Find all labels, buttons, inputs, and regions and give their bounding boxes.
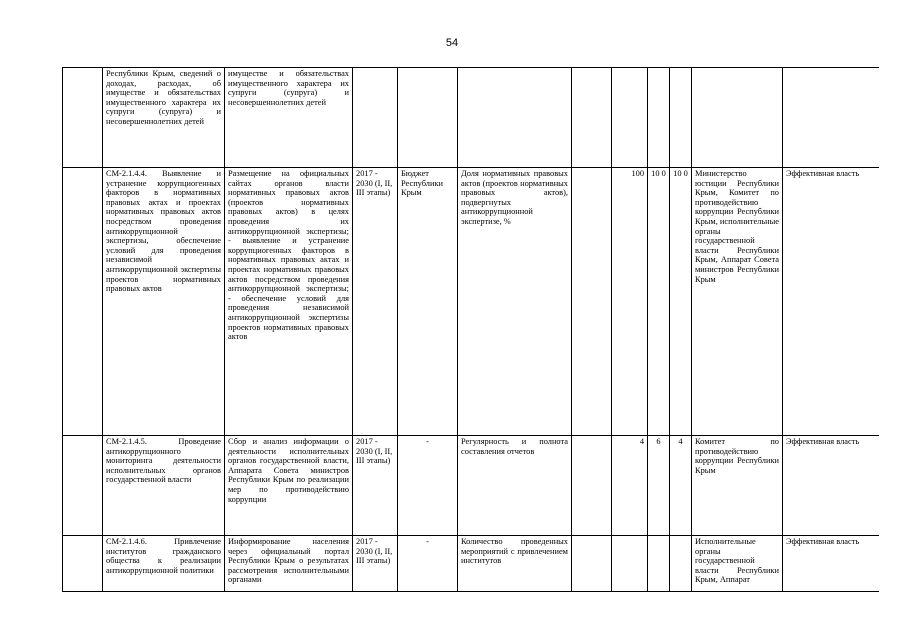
- measure-cell: СМ-2.1.4.6. Привлечение институтов гражданского общества к реализации антикоррупционной политики: [103, 536, 225, 592]
- measures-table-wrapper: [62, 67, 879, 592]
- code-cell: [63, 68, 103, 168]
- indicator-cell: Количество проведенных мероприятий с привлечением институтов: [458, 536, 572, 592]
- executor-cell: Комитет по противодействию коррупции Республики Крым: [692, 436, 783, 536]
- value-3-cell: [670, 68, 692, 168]
- content-cell: Сбор и анализ информации о деятельности исполнительных органов государственной власти, Аппарата Совета министров Республики Крым по реализации мер по противодействию коррупции: [225, 436, 353, 536]
- code-cell: [63, 168, 103, 436]
- direction-cell: [783, 68, 880, 168]
- table-row: [63, 68, 880, 168]
- measure-cell: СМ-2.1.4.5. Проведение антикоррупционного мониторинга деятельности исполнительных органов государственной власти: [103, 436, 225, 536]
- funding-cell: [398, 68, 458, 168]
- executor-cell: Министерство юстиции Республики Крым, Комитет по противодействию коррупции Республики Крым, исполнительные органы государственной власти Республики Крым, Аппарат Совета министров Республики Крым: [692, 168, 783, 436]
- period-cell: 2017 - 2030 (I, II, III этапы): [353, 168, 398, 436]
- direction-cell: Эффективная власть: [783, 436, 880, 536]
- table-row: [63, 536, 880, 592]
- value-1-cell: 100: [612, 168, 648, 436]
- value-3-cell: 4: [670, 436, 692, 536]
- blank-cell: [572, 436, 612, 536]
- value-3-cell: 10 0: [670, 168, 692, 436]
- period-cell: 2017 - 2030 (I, II, III этапы): [353, 436, 398, 536]
- value-1-cell: [612, 68, 648, 168]
- indicator-cell: Регулярность и полнота составления отчетов: [458, 436, 572, 536]
- content-cell: Информирование населения через официальный портал Республики Крым о результатах рассмотрения исполнительными органами: [225, 536, 353, 592]
- executor-cell: Исполнительные органы государственной власти Республики Крым, Аппарат: [692, 536, 783, 592]
- funding-cell: -: [398, 436, 458, 536]
- content-cell: имуществе и обязательствах имущественного характера их супруги (супруга) и несовершеннолетних детей: [225, 68, 353, 168]
- content-cell: Размещение на официальных сайтах органов власти нормативных правовых актов (проектов нормативных правовых актов) в целях проведения их антикоррупционной экспертизы; - выявление и устранение коррупциогенных факторов в нормативных правовых актах и проектах нормативных правовых актов посредством проведения антикоррупционной экспертизы; - обеспечение условий для проведения независимой антикоррупционной экспертизы проектов нормативных правовых актов: [225, 168, 353, 436]
- period-cell: [353, 68, 398, 168]
- value-2-cell: 6: [648, 436, 670, 536]
- blank-cell: [572, 68, 612, 168]
- value-2-cell: [648, 536, 670, 592]
- indicator-cell: [458, 68, 572, 168]
- executor-cell: [692, 68, 783, 168]
- direction-cell: Эффективная власть: [783, 168, 880, 436]
- code-cell: [63, 436, 103, 536]
- funding-cell: Бюджет Республики Крым: [398, 168, 458, 436]
- measure-cell: Республики Крым, сведений о доходах, расходах, об имуществе и обязательствах имущественного характера их супруги (супруга) и несовершеннолетних детей: [103, 68, 225, 168]
- value-3-cell: [670, 536, 692, 592]
- table-row: [63, 436, 880, 536]
- blank-cell: [572, 536, 612, 592]
- funding-cell: -: [398, 536, 458, 592]
- blank-cell: [572, 168, 612, 436]
- period-cell: 2017 - 2030 (I, II, III этапы): [353, 536, 398, 592]
- indicator-cell: Доля нормативных правовых актов (проектов нормативных правовых актов), подвергнутых антикоррупционной экспертизе, %: [458, 168, 572, 436]
- value-2-cell: 10 0: [648, 168, 670, 436]
- value-1-cell: 4: [612, 436, 648, 536]
- direction-cell: Эффективная власть: [783, 536, 880, 592]
- table-row: [63, 168, 880, 436]
- code-cell: [63, 536, 103, 592]
- measures-table: [62, 67, 879, 592]
- measure-cell: СМ-2.1.4.4. Выявление и устранение коррупциогенных факторов в нормативных правовых актах и проектах нормативных правовых актов посредством проведения антикоррупционной экспертизы, обеспечение условий для проведения независимой антикоррупционной экспертизы проектов нормативных правовых актов: [103, 168, 225, 436]
- value-2-cell: [648, 68, 670, 168]
- value-1-cell: [612, 536, 648, 592]
- page-number: 54: [445, 37, 459, 49]
